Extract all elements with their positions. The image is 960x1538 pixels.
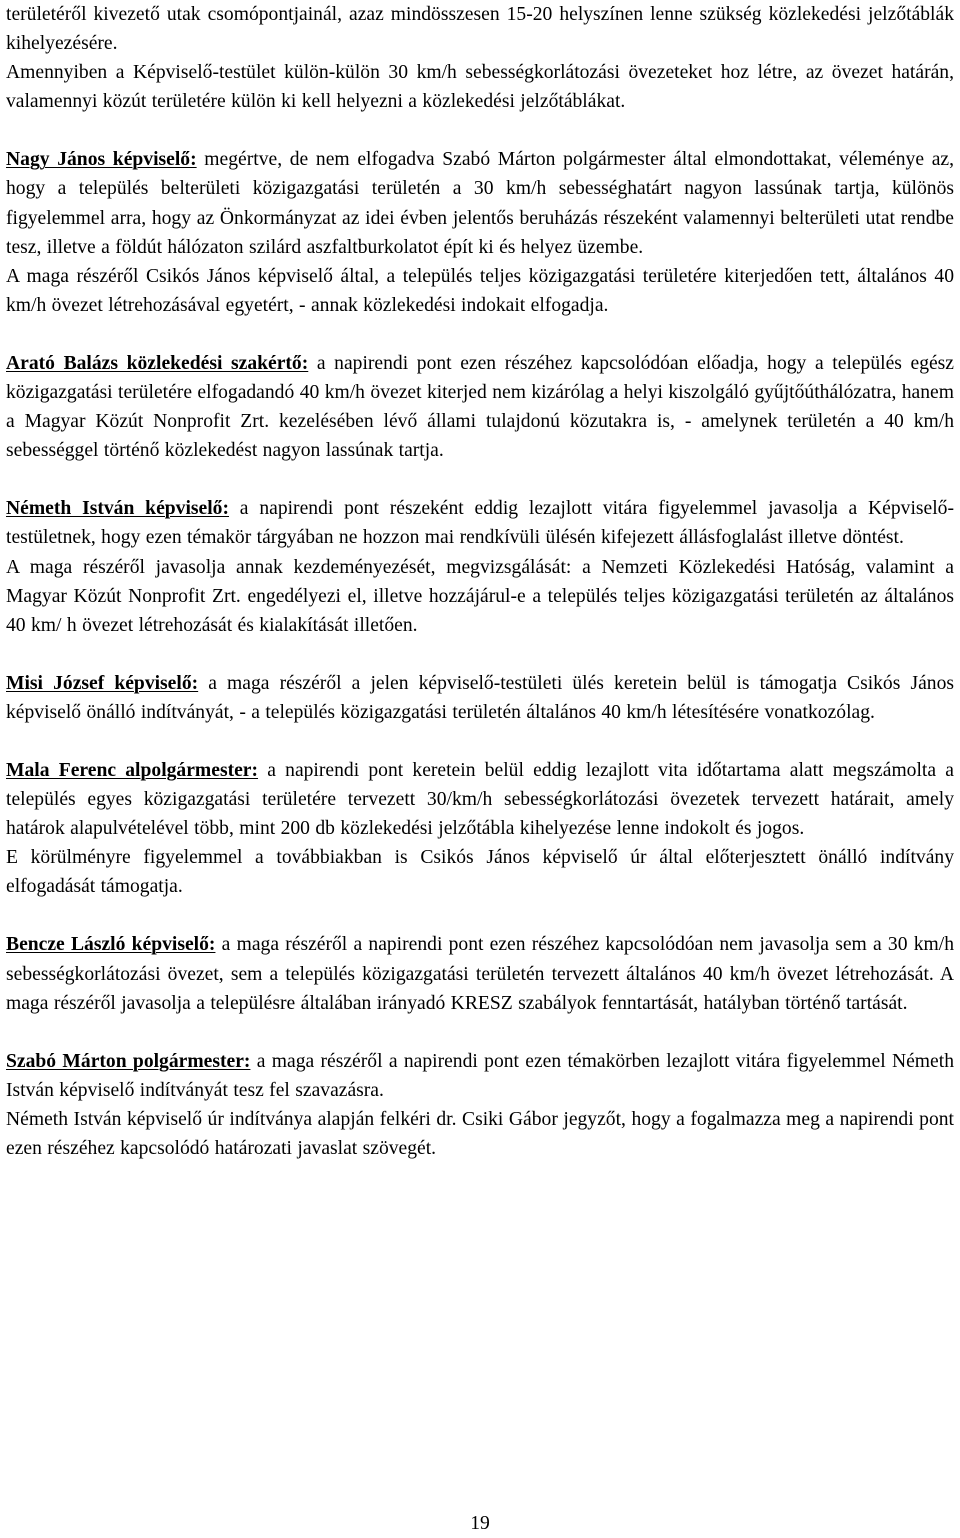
paragraph-text: a maga részéről a napirendi pont ezen részéhez kapcsolódóan nem javasolja sem a 30 km/h sebességkorlátozási övezet, sem a település közigazgatási területén tervezett általános 40 km/h övezet létrehozását. A maga részéről javasolja a településre általában irányadó KRESZ szabályok fenntartását, hatályban történő tartását. — [6, 934, 954, 1014]
paragraph-text: megértve, de nem elfogadva Szabó Márton polgármester által elmondottakat, véleménye az, hogy a település belterületi közigazgatási területén a 30 km/h sebességhatárt nagyon lassúnak tartja, különös figyelemmel arra, hogy az Önkormányzat az idei évben jelentős beruházás részeként valamennyi belterületi utat rendbe tesz, illetve a földút hálózaton szilárd aszfaltburkolatot épít ki és helyez üzembe. — [6, 149, 954, 258]
paragraph-text: a maga részéről a jelen képviselő-testületi ülés keretein belül is támogatja Csikós János képviselő önálló indítványát, - a település közigazgatási területén általános 40 km/h létesítésére vonatkozólag. — [6, 672, 954, 723]
paragraph-text: a maga részéről a napirendi pont ezen témakörben lezajlott vitára figyelemmel Németh István képviselő indítványát tesz fel szavazásra. — [6, 1050, 954, 1101]
speaker-name: Bencze László képviselő: — [6, 934, 216, 956]
paragraph-text: E körülményre figyelemmel a továbbiakban is Csikós János képviselő úr által előterjesztett önálló indítvány elfogadását támogatja. — [6, 847, 954, 898]
speaker-name: Németh István képviselő: — [6, 498, 229, 520]
paragraph-gap — [6, 320, 954, 349]
paragraph-gap — [6, 465, 954, 494]
paragraph-text: A maga részéről Csikós János képviselő által, a település teljes közigazgatási területére kiterjedően tett, általános 40 km/h övezet létrehozásával egyetért, - annak közlekedési indokait elfogadja. — [6, 265, 954, 316]
speaker-paragraph — [6, 1047, 954, 1105]
speaker-paragraph — [6, 669, 954, 727]
paragraph — [6, 0, 954, 58]
paragraph — [6, 843, 954, 901]
paragraph-text: a napirendi pont ezen részéhez kapcsolódóan előadja, hogy a település egész közigazgatási területére elfogadandó 40 km/h övezet kiterjed nem kizárólag a helyi kiszolgáló gyűjtőúthálózatra, hanem a Magyar Közút Nonprofit Zrt. kezelésében lévő állami tulajdonú közutakra is, - amelynek területén a 40 km/h sebességgel történő közlekedést nagyon lassúnak tartja. — [6, 352, 955, 462]
speaker-name: Szabó Márton polgármester: — [6, 1050, 251, 1072]
speaker-paragraph — [6, 145, 954, 261]
paragraph — [6, 553, 954, 640]
paragraph-text: a napirendi pont keretein belül eddig lezajlott vita időtartama alatt megszámolta a település egyes közigazgatási területére tervezett 30/km/h sebességkorlátozási övezetek tervezett határait, amely határok alapulvételével több, mint 200 db közlekedési jelzőtábla kihelyezése lenne indokolt és jogos. — [6, 759, 954, 840]
paragraph-gap — [6, 1018, 954, 1047]
speaker-name: Arató Balázs közlekedési szakértő: — [6, 352, 309, 374]
paragraph-text: a napirendi pont részeként eddig lezajlott vitára figyelemmel javasolja a Képviselő-testületnek, hogy ezen témakör tárgyában ne hozzon mai rendkívüli ülésén kifejezett állásfoglalást illetve döntést. — [6, 498, 954, 549]
paragraph-text: A maga részéről javasolja annak kezdeményezését, megvizsgálását: a Nemzeti Közlekedési Hatóság, valamint a Magyar Közút Nonprofit Zrt. engedélyezi el, illetve hozzájárul-e a település teljes közigazgatási területén az általános 40 km/ h övezet létrehozását és kialakítását illetően. — [6, 556, 954, 636]
speaker-name: Mala Ferenc alpolgármester: — [6, 759, 259, 781]
paragraph-gap — [6, 116, 954, 145]
paragraph-gap — [6, 640, 954, 669]
speaker-paragraph — [6, 930, 954, 1017]
speaker-name: Misi József képviselő: — [6, 672, 199, 694]
page-number: 19 — [470, 1513, 490, 1534]
paragraph-text: területéről kivezető utak csomópontjainál, azaz mindösszesen 15-20 helyszínen lenne szükség közlekedési jelzőtáblák kihelyezésére. — [6, 4, 954, 55]
paragraph-gap — [6, 901, 954, 930]
paragraph-text: Németh István képviselő úr indítványa alapján felkéri dr. Csiki Gábor jegyzőt, hogy a fogalmazza meg a napirendi pont ezen részéhez kapcsolódó határozati javaslat szövegét. — [6, 1108, 954, 1159]
speaker-paragraph — [6, 349, 954, 465]
paragraph — [6, 1105, 954, 1163]
speaker-paragraph — [6, 756, 954, 843]
paragraph-text: Amennyiben a Képviselő-testület külön-külön 30 km/h sebességkorlátozási övezeteket hoz létre, az övezet határán, valamennyi közút területére külön ki kell helyezni a közlekedési jelzőtáblákat. — [6, 62, 954, 113]
speaker-paragraph — [6, 494, 954, 552]
paragraph — [6, 58, 954, 116]
document-page — [6, 0, 954, 1163]
paragraph — [6, 262, 954, 320]
paragraph-gap — [6, 727, 954, 756]
speaker-name: Nagy János képviselő: — [6, 149, 197, 171]
